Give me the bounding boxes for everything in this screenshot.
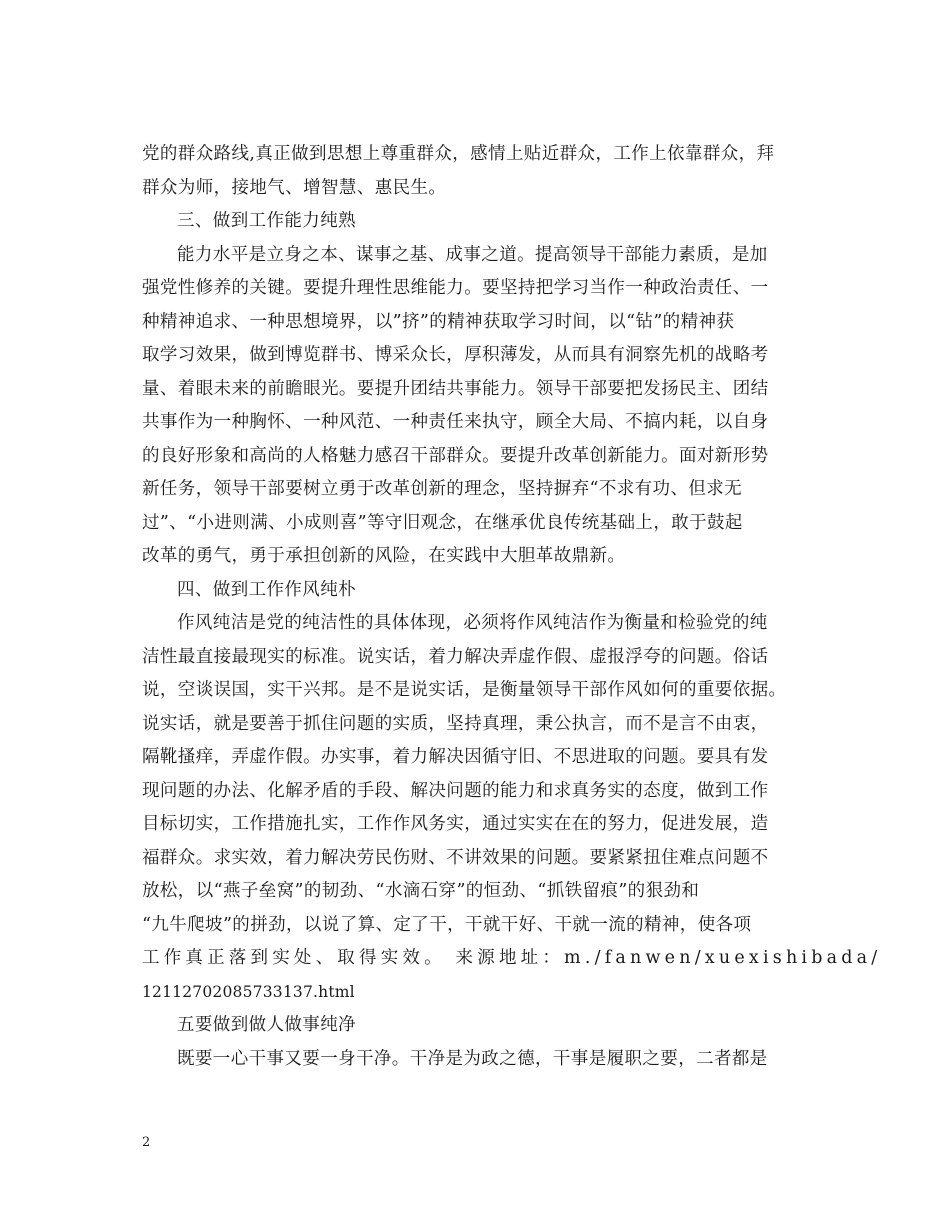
text-line: 强党性修养的关键。要提升理性思维能力。要坚持把学习当作一种政治责任、一 — [142, 278, 769, 298]
document-body — [142, 138, 882, 1076]
text-line: 目标切实，工作措施扎实，工作作风务实，通过实实在在的努力，促进发展，造 — [142, 814, 769, 834]
text-line: 隔靴搔痒，弄虚作假。办实事，着力解决因循守旧、不思进取的问题。要具有发 — [142, 747, 769, 767]
text-line: 的良好形象和高尚的人格魅力感召干部群众。要提升改革创新能力。面对新形势 — [142, 445, 769, 466]
section-heading: 三、做到工作能力纯熟 — [177, 211, 356, 231]
text-line: 福群众。求实效，着力解决劳民伤财、不讲效果的问题。要紧紧扭住难点问题不 — [142, 847, 769, 868]
text-line-source: 工作真正落到实处、取得实效。 来源地址：m./fanwen/xuexishibada/ — [142, 948, 882, 968]
source-url-line: 12112702085733137.html — [142, 982, 355, 1001]
text-line: “九牛爬坡”的拼劲，以说了算、定了干，干就干好、干就一流的精神，使各项 — [142, 914, 752, 935]
text-line: 说，空谈误国，实干兴邦。是不是说实话，是衡量领导干部作风如何的重要依据。 — [142, 680, 787, 700]
text-line: 党的群众路线,真正做到思想上尊重群众，感情上贴近群众，工作上依靠群众，拜 — [142, 144, 775, 164]
text-line: 取学习效果，做到博览群书、博采众长，厚积薄发，从而具有洞察先机的战略考 — [142, 345, 769, 365]
text-line: 说实话，就是要善于抓住问题的实质，坚持真理，秉公执言，而不是言不由衷， — [142, 713, 769, 734]
text-line: 群众为师，接地气、增智慧、惠民生。 — [142, 177, 447, 198]
text-line: 作风纯洁是党的纯洁性的具体体现，必须将作风纯洁作为衡量和检验党的纯 — [177, 613, 768, 633]
text-line: 现问题的办法、化解矛盾的手段、解决问题的能力和求真务实的态度，做到工作 — [142, 780, 769, 801]
text-line: 洁性最直接最现实的标准。说实话，着力解决弄虚作假、虚报浮夸的问题。俗话 — [142, 646, 769, 667]
text-line: 种精神追求、一种思想境界，以”挤”的精神获取学习时间，以“钻”的精神获 — [142, 311, 735, 332]
page-number: 2 — [142, 1135, 151, 1150]
section-heading: 五要做到做人做事纯净 — [177, 1015, 356, 1035]
text-line: 过”、“小进则满、小成则喜”等守旧观念，在继承优良传统基础上，敢于鼓起 — [142, 512, 743, 533]
text-line: 能力水平是立身之本、谋事之基、成事之道。提高领导干部能力素质，是加 — [177, 244, 768, 265]
text-line: 改革的勇气，勇于承担创新的风险，在实践中大胆革故鼎新。 — [142, 546, 626, 566]
section-heading: 四、做到工作作风纯朴 — [177, 579, 356, 600]
text-line: 既要一心干事又要一身干净。干净是为政之德，干事是履职之要，二者都是 — [177, 1048, 768, 1069]
text-line: 量、着眼未来的前瞻眼光。要提升团结共事能力。领导干部要把发扬民主、团结 — [142, 378, 769, 399]
text-line: 共事作为一种胸怀、一种风范、一种责任来执守，顾全大局、不搞内耗，以自身 — [142, 412, 769, 432]
text-line: 放松，以“燕子垒窝”的韧劲、“水滴石穿”的恒劲、“抓铁留痕”的狠劲和 — [142, 881, 700, 901]
text-line: 新任务，领导干部要树立勇于改革创新的理念，坚持摒弃“不求有功、但求无 — [142, 479, 743, 499]
